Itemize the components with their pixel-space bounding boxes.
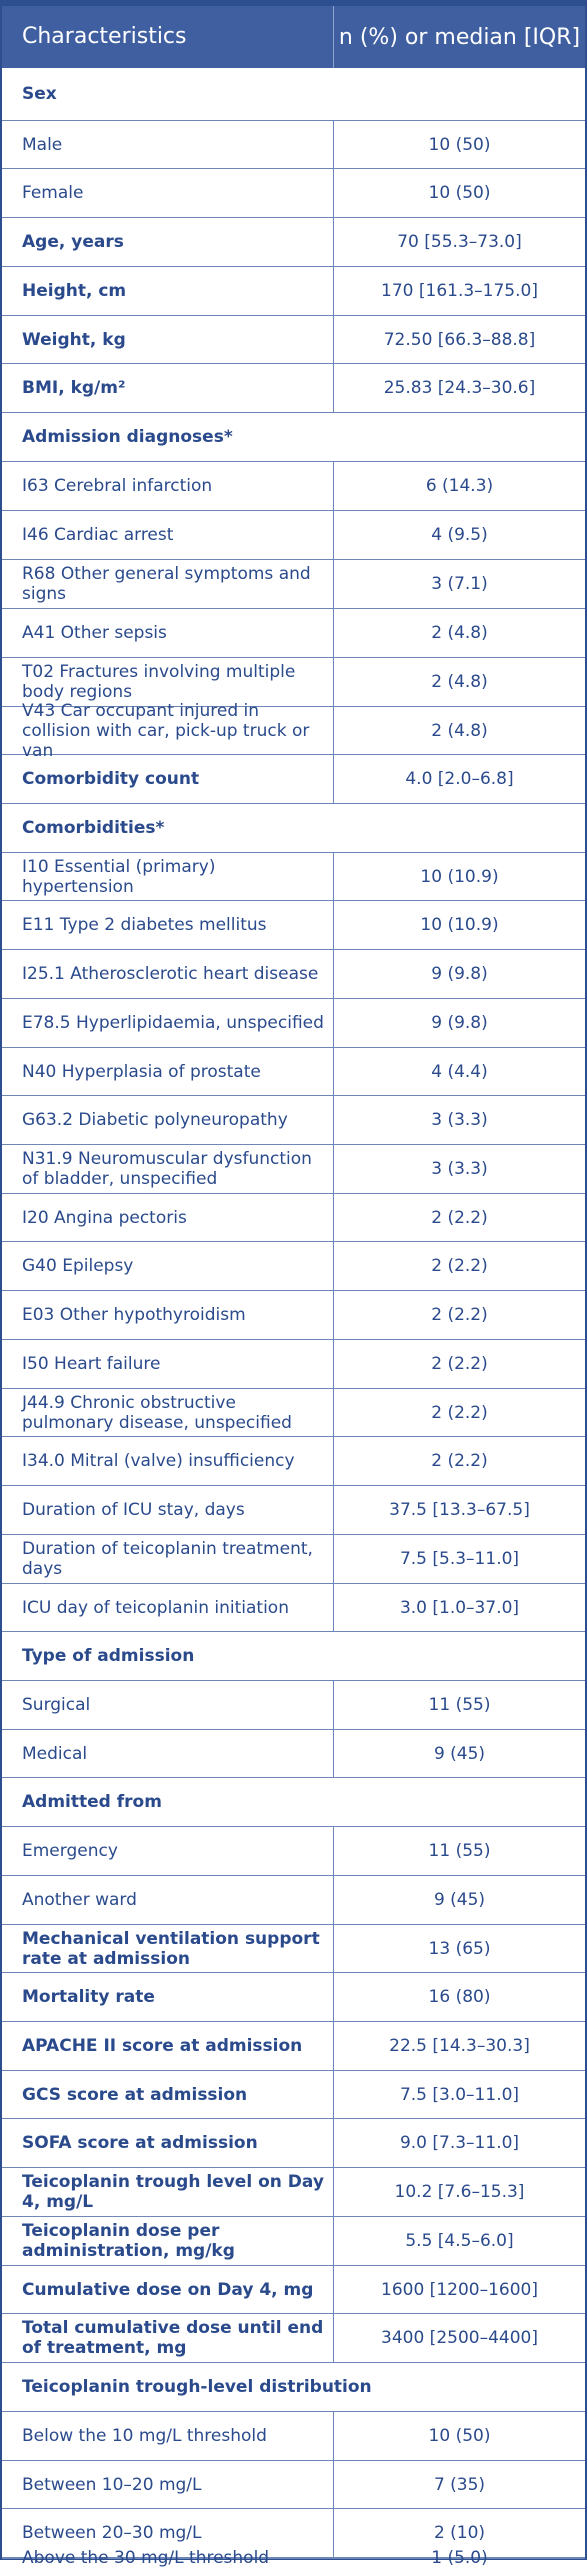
row-label: Medical <box>2 1730 334 1777</box>
table-row <box>2 1389 585 1437</box>
row-value: 2 (2.2) <box>431 1402 488 1423</box>
row-value: 2 (2.2) <box>431 1354 488 1374</box>
row-value: 2 (4.8) <box>431 623 488 643</box>
table-row <box>2 218 585 267</box>
row-label: Sex <box>22 84 57 104</box>
row-value: 4 (9.5) <box>431 525 488 545</box>
row-value: 22.5 [14.3–30.3] <box>389 2036 530 2056</box>
row-label: E11 Type 2 diabetes mellitus <box>2 901 334 949</box>
row-label: Weight, kg <box>2 316 334 363</box>
row-label: I10 Essential (primary) hypertension <box>2 853 334 900</box>
section-row <box>2 1632 585 1681</box>
row-label: T02 Fractures involving multiple body regions <box>2 658 334 706</box>
row-value: 9 (45) <box>433 1890 486 1910</box>
row-label: Teicoplanin trough-level distribution <box>22 2377 372 2397</box>
section-row <box>2 2363 585 2412</box>
table-row <box>2 1925 585 1973</box>
row-value: 25.83 [24.3–30.6] <box>383 378 536 398</box>
row-value: 2 (2.2) <box>431 1207 488 1228</box>
row-label: R68 Other general symptoms and signs <box>2 560 334 608</box>
table-row <box>2 2217 585 2266</box>
table-row <box>2 700 585 761</box>
row-value: 11 (55) <box>428 1841 491 1861</box>
row-value: 3 (3.3) <box>431 1110 488 1130</box>
table-row <box>2 1145 585 1194</box>
row-value: 5.5 [4.5–6.0] <box>405 2231 514 2251</box>
row-label: Duration of teicoplanin treatment, days <box>2 1535 334 1583</box>
table-row <box>2 901 585 950</box>
row-label: Cumulative dose on Day 4, mg <box>2 2266 334 2313</box>
table-row <box>2 1194 585 1242</box>
row-label: APACHE II score at admission <box>2 2022 334 2070</box>
table-row <box>2 2168 585 2217</box>
row-value: 11 (55) <box>428 1695 491 1715</box>
row-value: 16 (80) <box>428 1987 491 2007</box>
row-value: 2 (4.8) <box>431 720 488 741</box>
row-label: Comorbidities* <box>22 818 165 838</box>
row-label: V43 Car occupant injured in collision with car, pick-up truck or van <box>2 707 334 754</box>
table-row <box>2 2461 585 2509</box>
row-value: 3 (3.3) <box>431 1159 488 1179</box>
row-value: 3.0 [1.0–37.0] <box>399 1597 520 1618</box>
row-value: 2 (10) <box>433 2523 486 2543</box>
row-value: 3400 [2500–4400] <box>381 2328 538 2348</box>
table-row <box>2 1681 585 1730</box>
row-value: 13 (65) <box>428 1938 491 1959</box>
row-value: 3 (7.1) <box>431 574 488 594</box>
table-row <box>2 364 585 413</box>
row-label: I34.0 Mitral (valve) insufficiency <box>2 1437 334 1485</box>
header-characteristics: Characteristics <box>2 6 334 68</box>
row-value: 170 [161.3–175.0] <box>381 281 538 301</box>
table-row <box>2 267 585 316</box>
section-row <box>2 1778 585 1827</box>
row-value: 7 (35) <box>433 2474 486 2495</box>
table-row <box>2 1291 585 1340</box>
row-label: Female <box>2 169 334 217</box>
table-row <box>2 1973 585 2022</box>
row-value: 4.0 [2.0–6.8] <box>405 769 514 789</box>
row-value: 72.50 [66.3–88.8] <box>383 329 536 350</box>
table-row <box>2 1535 585 1584</box>
table-row <box>2 560 585 609</box>
row-label: Teicoplanin trough level on Day 4, mg/L <box>2 2168 334 2216</box>
row-label: J44.9 Chronic obstructive pulmonary disease, unspecified <box>2 1389 334 1436</box>
row-value: 70 [55.3–73.0] <box>397 232 522 252</box>
table-row <box>2 316 585 364</box>
row-label: Mortality rate <box>2 1973 334 2021</box>
row-label: Below the 10 mg/L threshold <box>2 2412 334 2460</box>
row-value: 2 (2.2) <box>431 1305 488 1325</box>
row-label: N31.9 Neuromuscular dysfunction of bladder, unspecified <box>2 1145 334 1193</box>
table-row <box>2 1437 585 1486</box>
row-value: 10.2 [7.6–15.3] <box>394 2182 525 2202</box>
row-label: I63 Cerebral infarction <box>2 462 334 510</box>
table-row <box>2 2119 585 2168</box>
table-row <box>2 1242 585 1291</box>
row-label: Surgical <box>2 1681 334 1729</box>
table-header <box>2 6 585 68</box>
row-label: SOFA score at admission <box>2 2119 334 2167</box>
section-row <box>2 413 585 462</box>
row-label: E78.5 Hyperlipidaemia, unspecified <box>2 999 334 1047</box>
row-value: 10 (50) <box>428 2426 491 2446</box>
table-row <box>2 1340 585 1389</box>
row-label: A41 Other sepsis <box>2 609 334 657</box>
table-row <box>2 2314 585 2363</box>
table-row <box>2 609 585 658</box>
row-value: 2 (2.2) <box>431 1256 488 1276</box>
section-row <box>2 68 585 121</box>
row-label: I25.1 Atherosclerotic heart disease <box>2 950 334 998</box>
row-value: 4 (4.4) <box>431 1061 488 1082</box>
row-label: Admitted from <box>22 1792 162 1812</box>
row-value: 10 (50) <box>428 183 491 203</box>
row-label: GCS score at admission <box>2 2071 334 2118</box>
table-row <box>2 462 585 511</box>
row-value: 2 (2.2) <box>431 1451 488 1471</box>
row-label: ICU day of teicoplanin initiation <box>2 1584 334 1631</box>
row-value: 9.0 [7.3–11.0] <box>399 2133 520 2153</box>
row-value: 10 (50) <box>428 134 491 155</box>
table-row <box>2 2266 585 2314</box>
row-label: Between 20–30 mg/L <box>2 2509 334 2557</box>
row-label: Male <box>2 121 334 168</box>
row-label: Teicoplanin dose per administration, mg/kg <box>2 2217 334 2265</box>
row-value: 2 (4.8) <box>431 672 488 692</box>
row-label: Total cumulative dose until end of treatment, mg <box>2 2314 334 2362</box>
row-value: 7.5 [3.0–11.0] <box>399 2084 520 2105</box>
row-label: I20 Angina pectoris <box>2 1194 334 1241</box>
row-value: 7.5 [5.3–11.0] <box>399 1549 520 1569</box>
table-row <box>2 2412 585 2461</box>
row-label: Emergency <box>2 1827 334 1875</box>
table-row <box>2 1876 585 1925</box>
row-label: Age, years <box>2 218 334 266</box>
row-label: BMI, kg/m² <box>2 364 334 412</box>
row-label: Between 10–20 mg/L <box>2 2461 334 2508</box>
row-value: 9 (9.8) <box>431 964 488 984</box>
table-row: Above the 30 mg/L threshold 1 (5.0) <box>2 2558 585 2559</box>
table-row <box>2 2071 585 2119</box>
row-label: Comorbidity count <box>2 755 334 803</box>
row-value: 6 (14.3) <box>425 476 494 496</box>
table-row <box>2 1730 585 1778</box>
row-label: N40 Hyperplasia of prostate <box>2 1048 334 1095</box>
row-label: G40 Epilepsy <box>2 1242 334 1290</box>
row-value: 37.5 [13.3–67.5] <box>389 1500 530 1520</box>
table-row <box>2 1486 585 1535</box>
row-label: Another ward <box>2 1876 334 1924</box>
table-row <box>2 853 585 901</box>
row-label: G63.2 Diabetic polyneuropathy <box>2 1096 334 1144</box>
table-row <box>2 121 585 169</box>
row-label: Type of admission <box>22 1646 195 1666</box>
table-row <box>2 2022 585 2071</box>
row-label: Admission diagnoses* <box>22 427 233 447</box>
row-value: 10 (10.9) <box>420 866 499 887</box>
row-label: Duration of ICU stay, days <box>2 1486 334 1534</box>
table-row <box>2 511 585 560</box>
row-label: Mechanical ventilation support rate at admission <box>2 1925 334 1972</box>
row-value: 10 (10.9) <box>420 915 499 935</box>
table-row <box>2 1096 585 1145</box>
table-row <box>2 1827 585 1876</box>
header-value: n (%) or median [IQR] <box>338 24 581 50</box>
row-value: 9 (9.8) <box>431 1013 488 1033</box>
table-row <box>2 950 585 999</box>
row-label: Height, cm <box>2 267 334 315</box>
table-row <box>2 755 585 804</box>
table-row <box>2 1584 585 1632</box>
row-value: 9 (45) <box>433 1743 486 1764</box>
table-row <box>2 169 585 218</box>
row-label: E03 Other hypothyroidism <box>2 1291 334 1339</box>
section-row <box>2 804 585 853</box>
row-value: 1600 [1200–1600] <box>381 2279 538 2300</box>
table-row <box>2 999 585 1048</box>
row-label: I50 Heart failure <box>2 1340 334 1388</box>
row-label: I46 Cardiac arrest <box>2 511 334 559</box>
table-row <box>2 1048 585 1096</box>
